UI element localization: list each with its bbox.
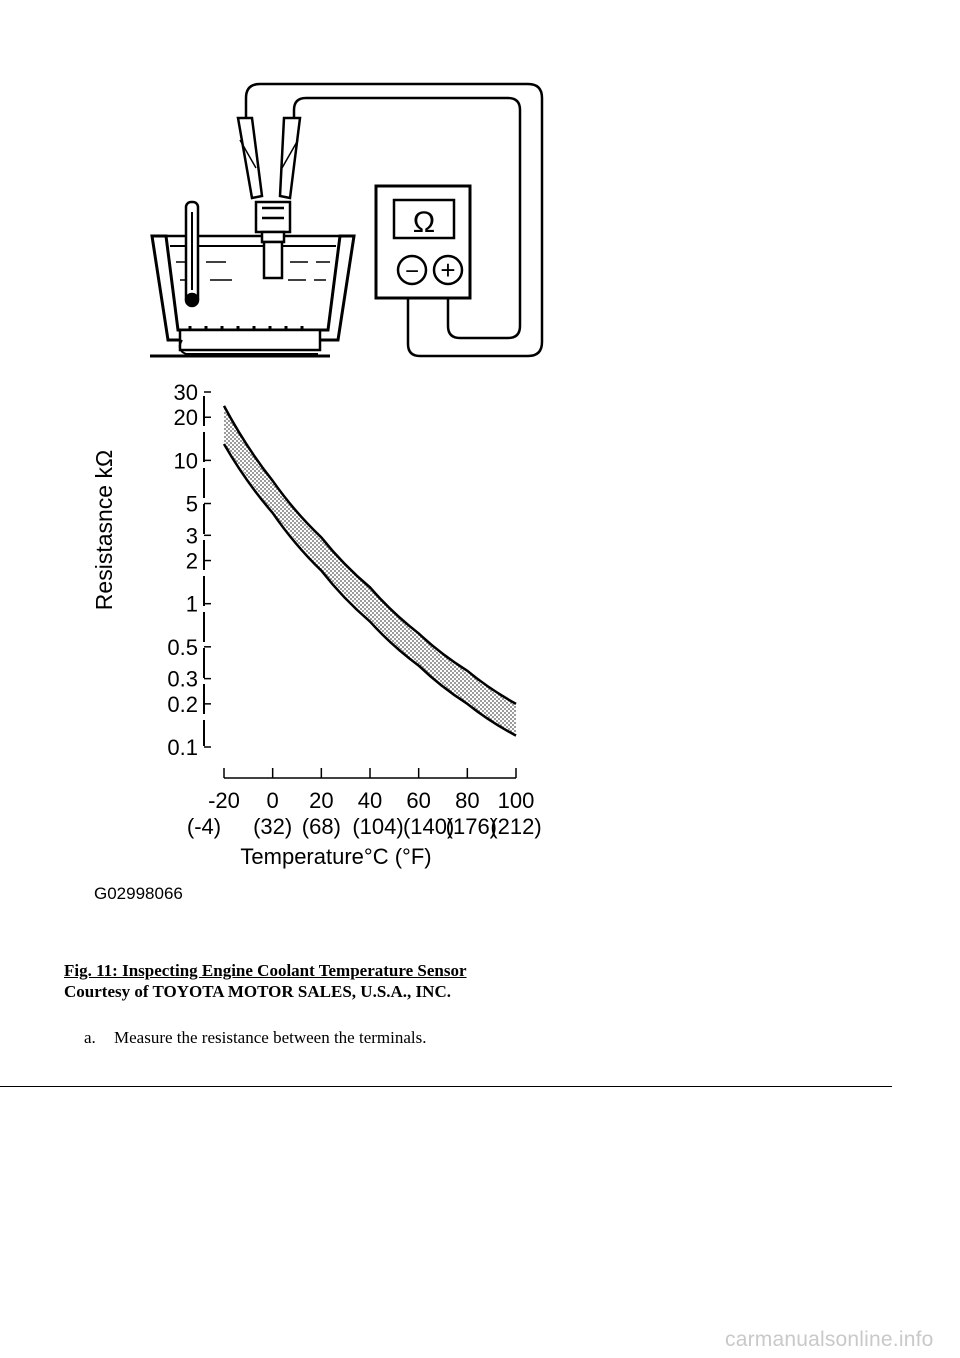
caption-credit: Courtesy of TOYOTA MOTOR SALES, U.S.A., INC.: [64, 982, 451, 1001]
x-tick-label-f: (212): [490, 814, 542, 839]
y-tick-label: 0.5: [167, 634, 198, 660]
upper-limit-curve: [224, 406, 516, 704]
y-tick-label: 3: [185, 523, 198, 549]
x-tick-label-f: (68): [301, 814, 341, 839]
x-tick-label-f: (32): [253, 814, 293, 839]
x-tick-label-c: 60: [406, 788, 431, 813]
y-tick-label: 5: [185, 491, 198, 517]
minus-symbol: −: [404, 258, 420, 285]
y-tick-label: 0.1: [167, 735, 198, 760]
thermometer-icon: [186, 202, 198, 306]
x-tick-label-c: -20: [208, 788, 240, 813]
plus-symbol: +: [440, 255, 456, 285]
sensor-icon: [256, 202, 290, 278]
tolerance-band: [224, 406, 516, 736]
resistance-chart: [91, 380, 542, 869]
y-tick-label: 20: [173, 405, 198, 431]
x-tick-label-f: (176): [445, 814, 498, 839]
instruction-step: [84, 1028, 426, 1048]
y-tick-label: 0.2: [167, 691, 198, 717]
figure-code: G02998066: [94, 884, 183, 903]
x-tick-label-f: (104): [352, 814, 404, 839]
ohm-symbol: Ω: [412, 206, 436, 239]
container: [152, 236, 354, 340]
y-tick-label: 0.3: [167, 666, 198, 692]
step-marker: a.: [84, 1028, 96, 1047]
x-tick-label-c: 80: [455, 788, 480, 813]
y-axis-title: Resistasnce kΩ: [91, 449, 117, 611]
x-tick-label-c: 0: [266, 788, 279, 813]
test-setup-illustration: [150, 84, 542, 356]
x-tick-label-c: 20: [309, 788, 334, 813]
watermark: carmanualsonline.info: [725, 1328, 934, 1351]
x-tick-label-c: 40: [357, 788, 383, 813]
x-axis-title: Temperature°C (°F): [240, 844, 432, 869]
figure-caption: [64, 960, 467, 1002]
step-text: Measure the resistance between the terminals.: [114, 1028, 427, 1047]
y-tick-label: 30: [173, 380, 198, 405]
y-tick-label: 1: [185, 591, 198, 617]
x-tick-label-c: 100: [497, 788, 535, 813]
x-tick-label-f: (140): [402, 814, 455, 839]
probe-icon: [238, 118, 300, 198]
caption-title: Fig. 11: Inspecting Engine Coolant Temperature Sensor: [64, 961, 467, 980]
x-tick-label-f: (-4): [186, 814, 222, 839]
ohmmeter-icon: [376, 186, 470, 298]
y-tick-label: 2: [185, 548, 198, 574]
divider: [0, 1086, 892, 1087]
y-tick-label: 10: [173, 448, 198, 474]
